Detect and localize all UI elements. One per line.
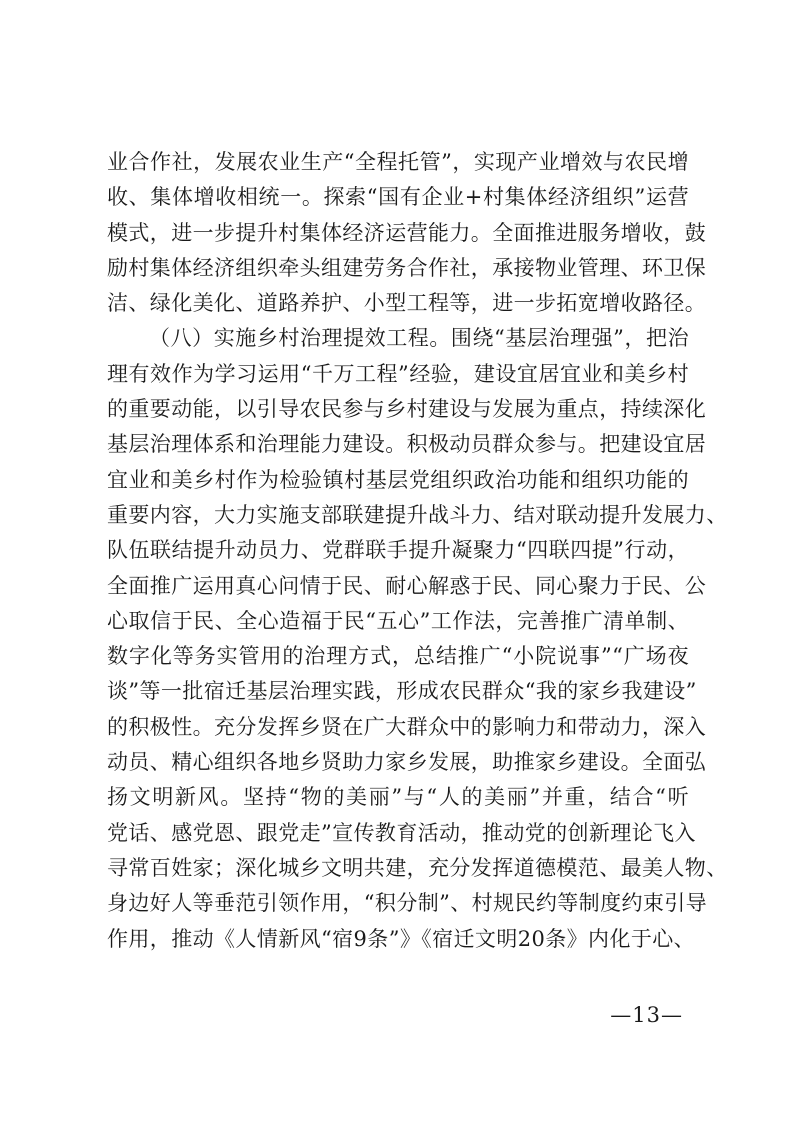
text-line: 身边好人等垂范引领作用，“积分制”、村规民约等制度约束引导 [107,891,708,916]
page-number: —13— [610,1003,683,1027]
section-heading-line [107,321,689,356]
text-line: 寻常百姓家；深化城乡文明共建，充分发挥道德模范、最美人物、 [107,855,728,880]
text-line: 模式，进一步提升村集体经济运营能力。全面推进服务增收，鼓 [107,220,707,245]
text-line: 的积极性。充分发挥乡贤在广大群众中的影响力和带动力，深入 [107,714,707,739]
text-line: 宜业和美乡村作为检验镇村基层党组织政治功能和组织功能的 [107,467,689,492]
text-line: 重要内容，大力实施支部联建提升战斗力、结对联动提升发展力、 [107,502,728,527]
text-line: 全面推广运用真心问情于民、耐心解惑于民、同心聚力于民、公 [107,573,707,598]
section-heading-rest: 围绕“基层治理强”，把治 [450,326,689,351]
text-line: 动员、精心组织各地乡贤助力家乡发展，助推家乡建设。全面弘 [107,750,707,775]
text-line: 党话、感党恩、跟党走”宣传教育活动，推动党的创新理论飞入 [107,820,696,845]
text-line: 数字化等务实管用的治理方式，总结推广“小院说事”“广场夜 [107,644,689,669]
section-heading: （八）实施乡村治理提效工程。 [149,326,451,351]
text-line: 谈”等一批宿迁基层治理实践，形成农民群众“我的家乡我建设” [107,679,697,704]
text-line: 业合作社，发展农业生产“全程托管”，实现产业增效与农民增 [107,150,689,174]
text-line: 理有效作为学习运用“千万工程”经验，建设宜居宜业和美乡村 [107,361,689,386]
body-text [107,145,728,957]
text-line: 队伍联结提升动员力、党群联手提升凝聚力“四联四提”行动， [107,538,689,563]
text-line: 扬文明新风。坚持“物的美丽”与“人的美丽”并重，结合“听 [107,785,689,810]
text-line: 洁、绿化美化、道路养护、小型工程等，进一步拓宽增收路径。 [107,291,707,316]
text-line: 作用，推动《人情新风“宿9条”》《宿迁文明20条》内化于心、 [107,926,696,951]
text-line: 心取信于民、全心造福于民“五心”工作法，完善推广清单制、 [107,608,689,633]
text-line: 基层治理体系和治理能力建设。积极动员群众参与。把建设宜居 [107,432,707,457]
text-line: 收、集体增收相统一。探索“国有企业+村集体经济组织”运营 [107,185,689,210]
text-line: 的重要动能，以引导农民参与乡村建设与发展为重点，持续深化 [107,397,707,422]
text-line: 励村集体经济组织牵头组建劳务合作社，承接物业管理、环卫保 [107,255,707,280]
